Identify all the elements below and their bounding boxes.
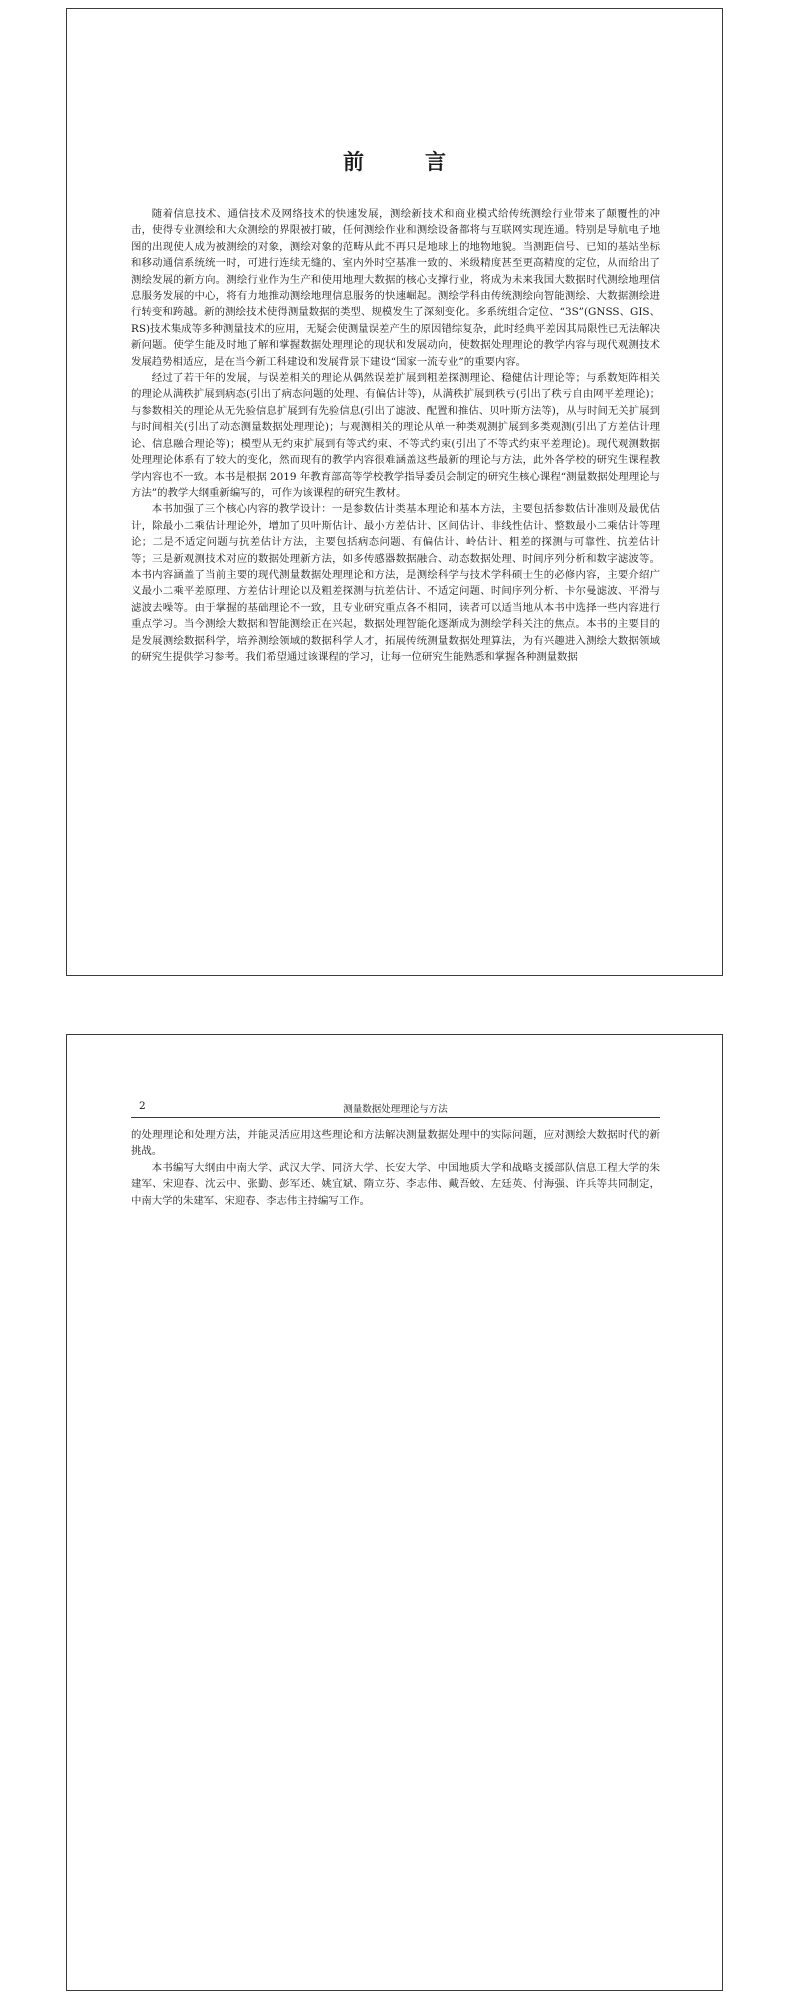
paragraph: 本书编写大纲由中南大学、武汉大学、同济大学、长安大学、中国地质大学和战略支援部队信息工程大学的朱建军、宋迎春、沈云中、张勤、彭军还、姚宜斌、隋立芬、李志伟、戴吾蛟、左廷英、付海强、许兵等共同制定，中南大学的朱建军、宋迎春、李志伟主持编写工作。 [131, 1161, 660, 1207]
page-body [131, 206, 660, 665]
running-header [131, 1099, 660, 1118]
book-title: 测量数据处理理论与方法 [343, 1104, 448, 1115]
page-title: 前 言 [343, 149, 466, 174]
document-page-2 [66, 1034, 723, 1991]
paragraph: 随着信息技术、通信技术及网络技术的快速发展，测绘新技术和商业模式给传统测绘行业带来了颠覆性的冲击，使得专业测绘和大众测绘的界限被打破，任何测绘作业和测绘设备都将与互联网实现连通。特别是导航电子地图的出现使人成为被测绘的对象，测绘对象的范畴从此不再只是地球上的地物地貌。当测距信号、已知的基站坐标和移动通信系统统一时，可进行连续无缝的、室内外时空基准一致的、米级精度甚至更高精度的定位，从而给出了测绘发展的新方向。测绘行业作为生产和使用地理大数据的核心支撑行业，将成为未来我国大数据时代测绘地理信息服务发展的中心，将有力地推动测绘地理信息服务的快速崛起。测绘学科由传统测绘向智能测绘、大数据测绘进行转变和跨越。新的测绘技术使得测量数据的类型、规模发生了深刻变化。多系统组合定位、“3S”(GNSS、GIS、RS)技术集成等多种测量技术的应用，无疑会使测量误差产生的原因错综复杂，此时经典平差因其局限性已无法解决新问题。使学生能及时地了解和掌握数据处理理论的现状和发展动向，使数据处理理论的教学内容与现代观测技术发展趋势相适应，是在当今新工科建设和发展背景下建设“国家一流专业”的重要内容。 [131, 208, 660, 368]
paragraph: 经过了若干年的发展，与误差相关的理论从偶然误差扩展到粗差探测理论、稳健估计理论等；与系数矩阵相关的理论从满秩扩展到病态(引出了病态问题的处理、有偏估计等)，从满秩扩展到秩亏(引出了秩亏自由网平差理论)；与参数相关的理论从无先验信息扩展到有先验信息(引出了滤波、配置和推估、贝叶斯方法等)，从与时间无关扩展到与时间相关(引出了动态测量数据处理理论)；与观测相关的理论从单一种类观测扩展到多类观测(引出了方差估计理论、信息融合理论等)；模型从无约束扩展到有等式约束、不等式约束(引出了不等式约束平差理论)。现代观测数据处理理论体系有了较大的变化，然而现有的教学内容很难涵盖这些最新的理论与方法，此外各学校的研究生课程教学内容也不一致。本书是根据 2019 年教育部高等学校教学指导委员会制定的研究生核心课程“测量数据处理理论与方法”的教学大纲重新编写的，可作为该课程的研究生教材。 [131, 372, 660, 499]
continued-paragraph: 的处理理论和处理方法，并能灵活应用这些理论和方法解决测量数据处理中的实际问题，应对测绘大数据时代的新挑战。 [131, 1129, 660, 1158]
page-number: 2 [139, 1100, 146, 1112]
page-body [131, 1127, 660, 1209]
document-page-1 [66, 8, 723, 976]
paragraph: 本书加强了三个核心内容的教学设计：一是参数估计类基本理论和基本方法，主要包括参数估计准则及最优估计，除最小二乘估计理论外，增加了贝叶斯估计、最小方差估计、区间估计、非线性估计、整数最小二乘估计等理论；二是不适定问题与抗差估计方法，主要包括病态问题、有偏估计、岭估计、粗差的探测与可靠性、抗差估计等；三是新观测技术对应的数据处理新方法，如多传感器数据融合、动态数据处理、时间序列分析和数字滤波等。本书内容涵盖了当前主要的现代测量数据处理理论和方法，是测绘科学与技术学科硕士生的必修内容，主要介绍广义最小二乘平差原理、方差估计理论以及粗差探测与抗差估计、不适定问题、时间序列分析、卡尔曼滤波、平滑与滤波去噪等。由于掌握的基础理论不一致，且专业研究重点各不相同，读者可以适当地从本书中选择一些内容进行重点学习。当今测绘大数据和智能测绘正在兴起，数据处理智能化逐渐成为测绘学科关注的焦点。本书的主要目的是发展测绘数据科学，培养测绘领域的数据科学人才，拓展传统测量数据处理算法，为有兴趣进入测绘大数据领域的研究生提供学习参考。我们希望通过该课程的学习，让每一位研究生能熟悉和掌握各种测量数据 [131, 503, 660, 663]
